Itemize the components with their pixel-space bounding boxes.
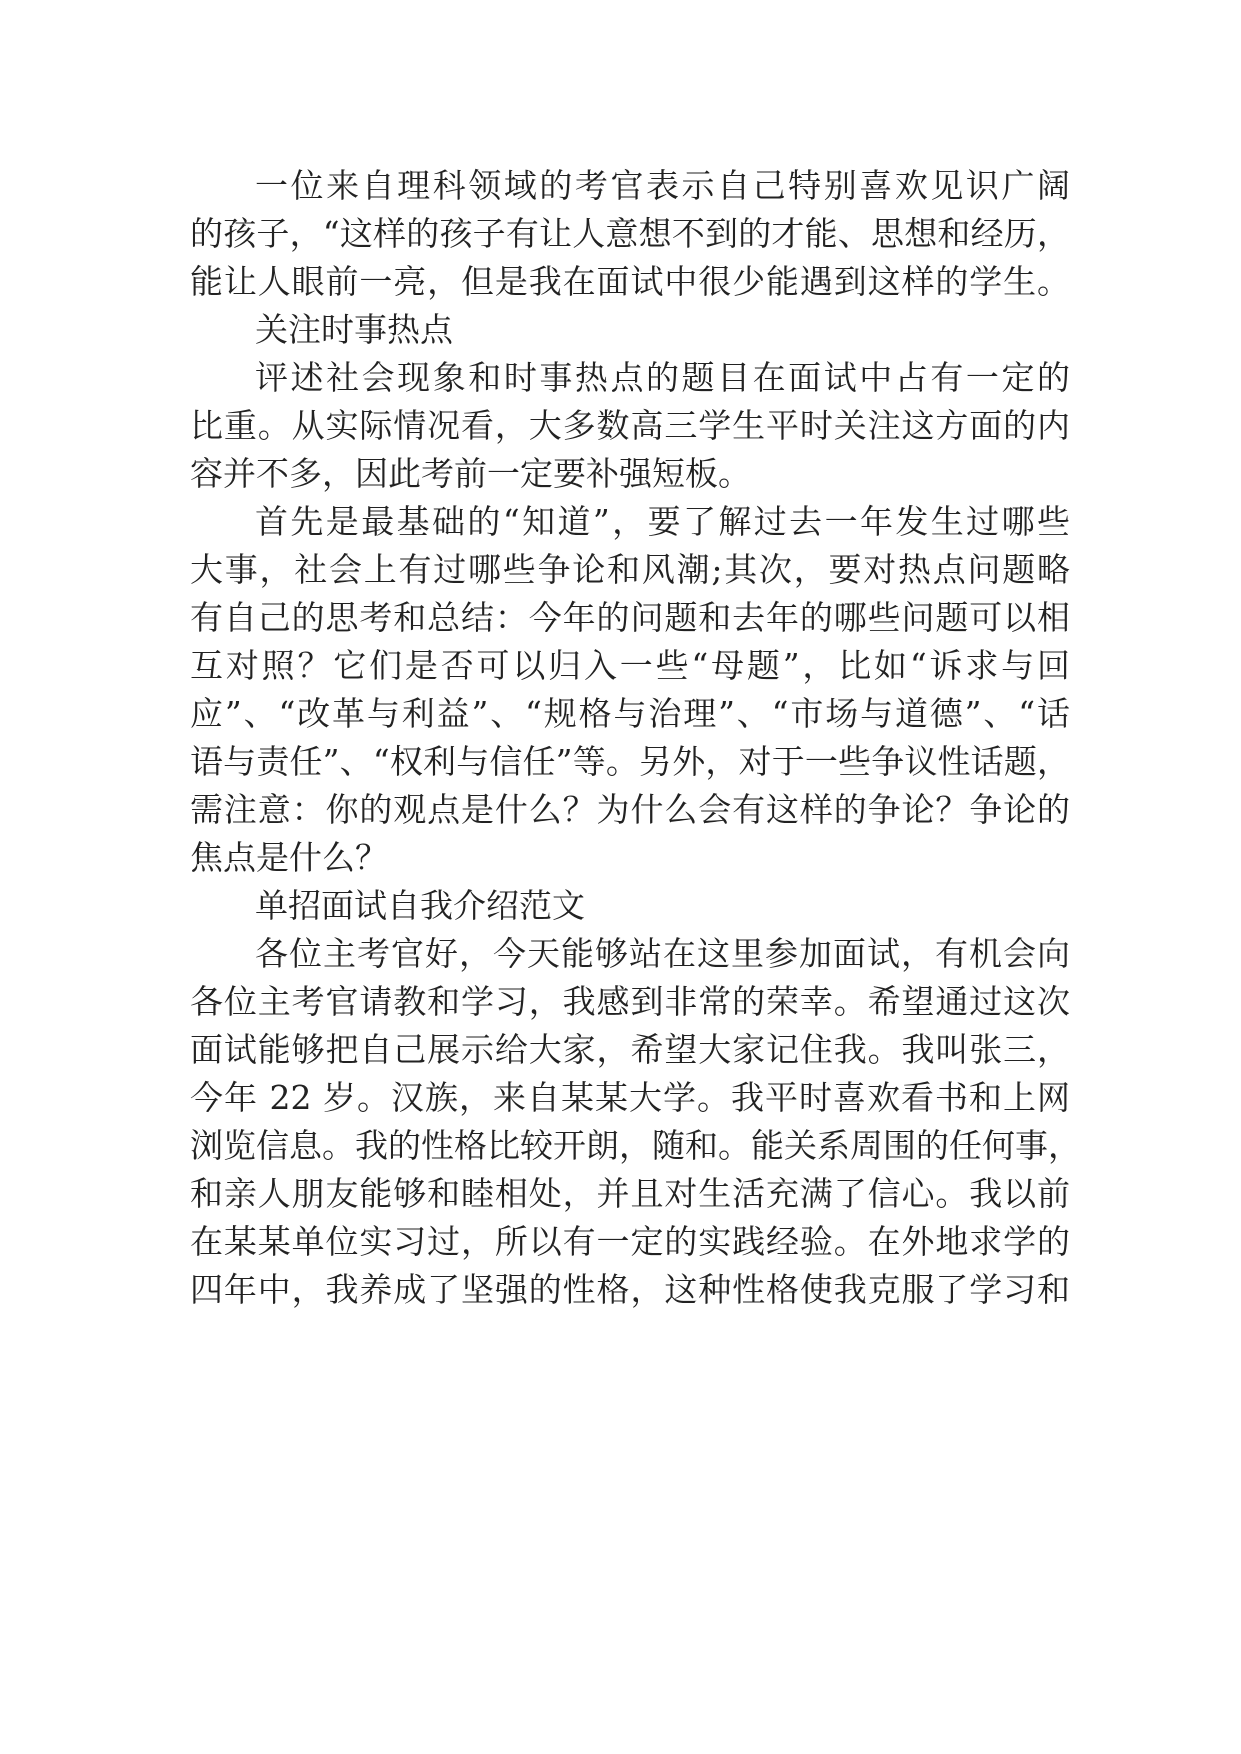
paragraph-line: 应”、“改革与利益”、“规格与治理”、“市场与道德”、“话 bbox=[190, 694, 1070, 733]
paragraph-line: 一位来自理科领域的考官表示自己特别喜欢见识广阔 bbox=[255, 166, 1070, 205]
paragraph-line: 大事，社会上有过哪些争论和风潮;其次，要对热点问题略 bbox=[190, 550, 1070, 589]
paragraph-line: 首先是最基础的“知道”，要了解过去一年发生过哪些 bbox=[255, 502, 1070, 541]
paragraph-line: 需注意：你的观点是什么？为什么会有这样的争论？争论的 bbox=[190, 790, 1070, 829]
paragraph-line: 语与责任”、“权利与信任”等。另外，对于一些争议性话题， bbox=[190, 742, 1070, 781]
paragraph-line: 比重。从实际情况看，大多数高三学生平时关注这方面的内 bbox=[190, 406, 1070, 445]
paragraph-line: 在某某单位实习过，所以有一定的实践经验。在外地求学的 bbox=[190, 1222, 1070, 1261]
paragraph-line: 的孩子，“这样的孩子有让人意想不到的才能、思想和经历， bbox=[190, 214, 1070, 253]
paragraph-line: 各位主考官好，今天能够站在这里参加面试，有机会向 bbox=[255, 934, 1070, 973]
section-heading: 单招面试自我介绍范文 bbox=[255, 886, 585, 925]
section-heading: 关注时事热点 bbox=[255, 310, 453, 349]
paragraph-line: 焦点是什么？ bbox=[190, 838, 388, 877]
paragraph-line: 浏览信息。我的性格比较开朗，随和。能关系周围的任何事， bbox=[190, 1126, 1081, 1165]
paragraph-line: 今年 22 岁。汉族，来自某某大学。我平时喜欢看书和上网 bbox=[190, 1078, 1070, 1117]
paragraph-line: 互对照？它们是否可以归入一些“母题”，比如“诉求与回 bbox=[190, 646, 1070, 685]
paragraph-line: 各位主考官请教和学习，我感到非常的荣幸。希望通过这次 bbox=[190, 982, 1070, 1021]
paragraph-line: 能让人眼前一亮，但是我在面试中很少能遇到这样的学生。 bbox=[190, 262, 1070, 301]
paragraph-line: 评述社会现象和时事热点的题目在面试中占有一定的 bbox=[255, 358, 1070, 397]
paragraph-line: 面试能够把自己展示给大家，希望大家记住我。我叫张三， bbox=[190, 1030, 1070, 1069]
paragraph-line: 和亲人朋友能够和睦相处，并且对生活充满了信心。我以前 bbox=[190, 1174, 1070, 1213]
paragraph-line: 容并不多，因此考前一定要补强短板。 bbox=[190, 454, 751, 493]
paragraph-line: 有自己的思考和总结：今年的问题和去年的哪些问题可以相 bbox=[190, 598, 1070, 637]
paragraph-line: 四年中，我养成了坚强的性格，这种性格使我克服了学习和 bbox=[190, 1270, 1070, 1309]
